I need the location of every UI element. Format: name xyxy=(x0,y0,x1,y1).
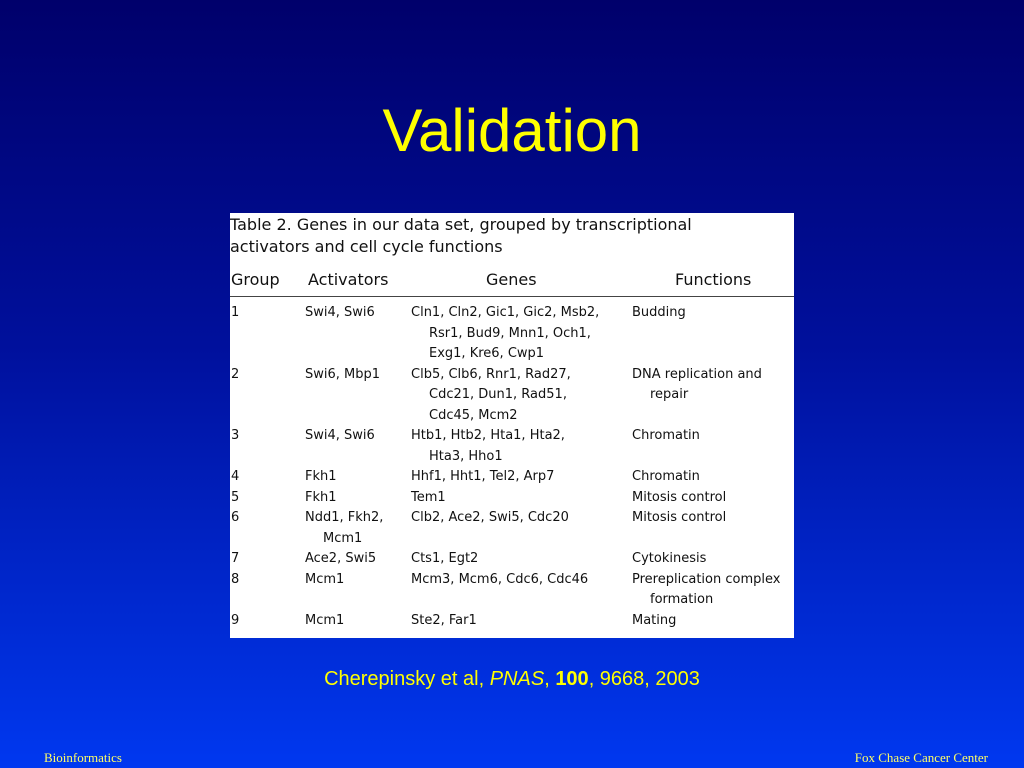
citation-rest: , 9668, 2003 xyxy=(588,668,700,690)
cell-line: Mitosis control xyxy=(632,510,727,525)
cell-activators xyxy=(305,303,375,324)
cell-activators xyxy=(305,549,376,570)
cell-functions xyxy=(632,426,700,447)
cell-group: 7 xyxy=(231,551,240,566)
cell-line: Mcm3, Mcm6, Cdc6, Cdc46 xyxy=(411,571,589,587)
cell-functions xyxy=(632,467,700,488)
cell-line: Fkh1 xyxy=(305,489,337,505)
citation-sep: , xyxy=(544,668,556,690)
cell-genes xyxy=(411,488,446,509)
cell-line: Clb5, Clb6, Rnr1, Rad27, xyxy=(411,366,571,382)
cell-line: Exg1, Kre6, Cwp1 xyxy=(429,346,545,361)
cell-line: Mitosis control xyxy=(632,489,727,505)
cell-activators xyxy=(305,467,337,488)
header-rule xyxy=(230,296,794,297)
cell-line: Rsr1, Bud9, Mnn1, Och1, xyxy=(429,325,591,341)
cell-group: 8 xyxy=(231,571,240,587)
caption-line: Table 2. Genes in our data set, grouped by transcriptional xyxy=(230,215,692,234)
footer-left: Bioinformatics xyxy=(44,750,122,765)
cell-line: Chromatin xyxy=(632,469,700,484)
citation-journal: PNAS xyxy=(489,668,545,690)
cell-genes xyxy=(411,570,588,591)
cell-line: Prereplication complex xyxy=(632,571,781,587)
header-functions: Functions xyxy=(675,270,752,289)
cell-line: Swi4, Swi6 xyxy=(305,428,375,443)
cell-genes xyxy=(411,426,565,467)
cell-line: formation xyxy=(650,592,714,607)
cell-line: Swi6, Mbp1 xyxy=(305,366,381,382)
cell-line: Fkh1 xyxy=(305,469,337,484)
cell-genes xyxy=(411,467,554,488)
cell-group: 3 xyxy=(231,428,240,443)
cell-functions xyxy=(632,570,780,611)
citation-authors: Cherepinsky et al, xyxy=(324,668,490,690)
cell-group: 9 xyxy=(231,612,240,628)
cell-functions xyxy=(632,611,676,632)
cell-line: Ste2, Far1 xyxy=(411,612,477,628)
cell-line: Chromatin xyxy=(632,428,700,443)
cell-genes xyxy=(411,611,477,632)
cell-line: Htb1, Htb2, Hta1, Hta2, xyxy=(411,428,565,443)
cell-line: Budding xyxy=(632,305,686,320)
cell-functions xyxy=(632,303,686,324)
header-activators: Activators xyxy=(308,270,389,289)
table-caption xyxy=(230,214,790,258)
cell-line: repair xyxy=(650,387,689,402)
cell-line: Hhf1, Hht1, Tel2, Arp7 xyxy=(411,469,555,484)
cell-line: Ndd1, Fkh2, xyxy=(305,510,384,525)
cell-group: 1 xyxy=(231,305,240,320)
cell-activators xyxy=(305,570,344,591)
cell-line: Cln1, Cln2, Gic1, Gic2, Msb2, xyxy=(411,305,600,320)
cell-line: Ace2, Swi5 xyxy=(305,551,377,566)
caption-line: activators and cell cycle functions xyxy=(230,237,503,256)
cell-functions xyxy=(632,488,726,509)
cell-genes xyxy=(411,508,569,529)
cell-functions xyxy=(632,365,762,406)
citation-volume: 100 xyxy=(555,668,589,690)
cell-line: Cytokinesis xyxy=(632,551,707,566)
cell-group: 4 xyxy=(231,469,240,484)
header-genes: Genes xyxy=(486,270,537,289)
cell-activators xyxy=(305,426,375,447)
cell-line: Tem1 xyxy=(411,489,446,505)
header-group: Group xyxy=(231,270,280,289)
cell-functions xyxy=(632,508,726,529)
cell-line: Cdc21, Dun1, Rad51, xyxy=(429,387,567,402)
cell-genes xyxy=(411,549,478,570)
cell-group: 5 xyxy=(231,489,240,505)
cell-line: Mcm1 xyxy=(305,571,345,587)
cell-line: DNA replication and xyxy=(632,366,762,382)
cell-activators xyxy=(305,365,380,386)
cell-line: Mcm1 xyxy=(323,530,363,546)
cell-line: Cts1, Egt2 xyxy=(411,551,479,566)
cell-activators xyxy=(305,611,344,632)
cell-activators xyxy=(305,508,383,549)
table-figure xyxy=(230,213,794,638)
cell-activators xyxy=(305,488,337,509)
cell-line: Mcm1 xyxy=(305,612,345,628)
citation xyxy=(0,666,1024,692)
cell-line: Clb2, Ace2, Swi5, Cdc20 xyxy=(411,510,569,525)
cell-functions xyxy=(632,549,706,570)
cell-line: Cdc45, Mcm2 xyxy=(429,407,518,423)
cell-line: Hta3, Hho1 xyxy=(429,448,503,464)
cell-group: 6 xyxy=(231,510,240,525)
slide-title: Validation xyxy=(382,97,642,164)
cell-group: 2 xyxy=(231,366,240,382)
cell-genes xyxy=(411,365,571,427)
cell-line: Swi4, Swi6 xyxy=(305,305,375,320)
cell-line: Mating xyxy=(632,612,677,628)
cell-genes xyxy=(411,303,599,365)
footer-right: Fox Chase Cancer Center xyxy=(854,750,988,765)
